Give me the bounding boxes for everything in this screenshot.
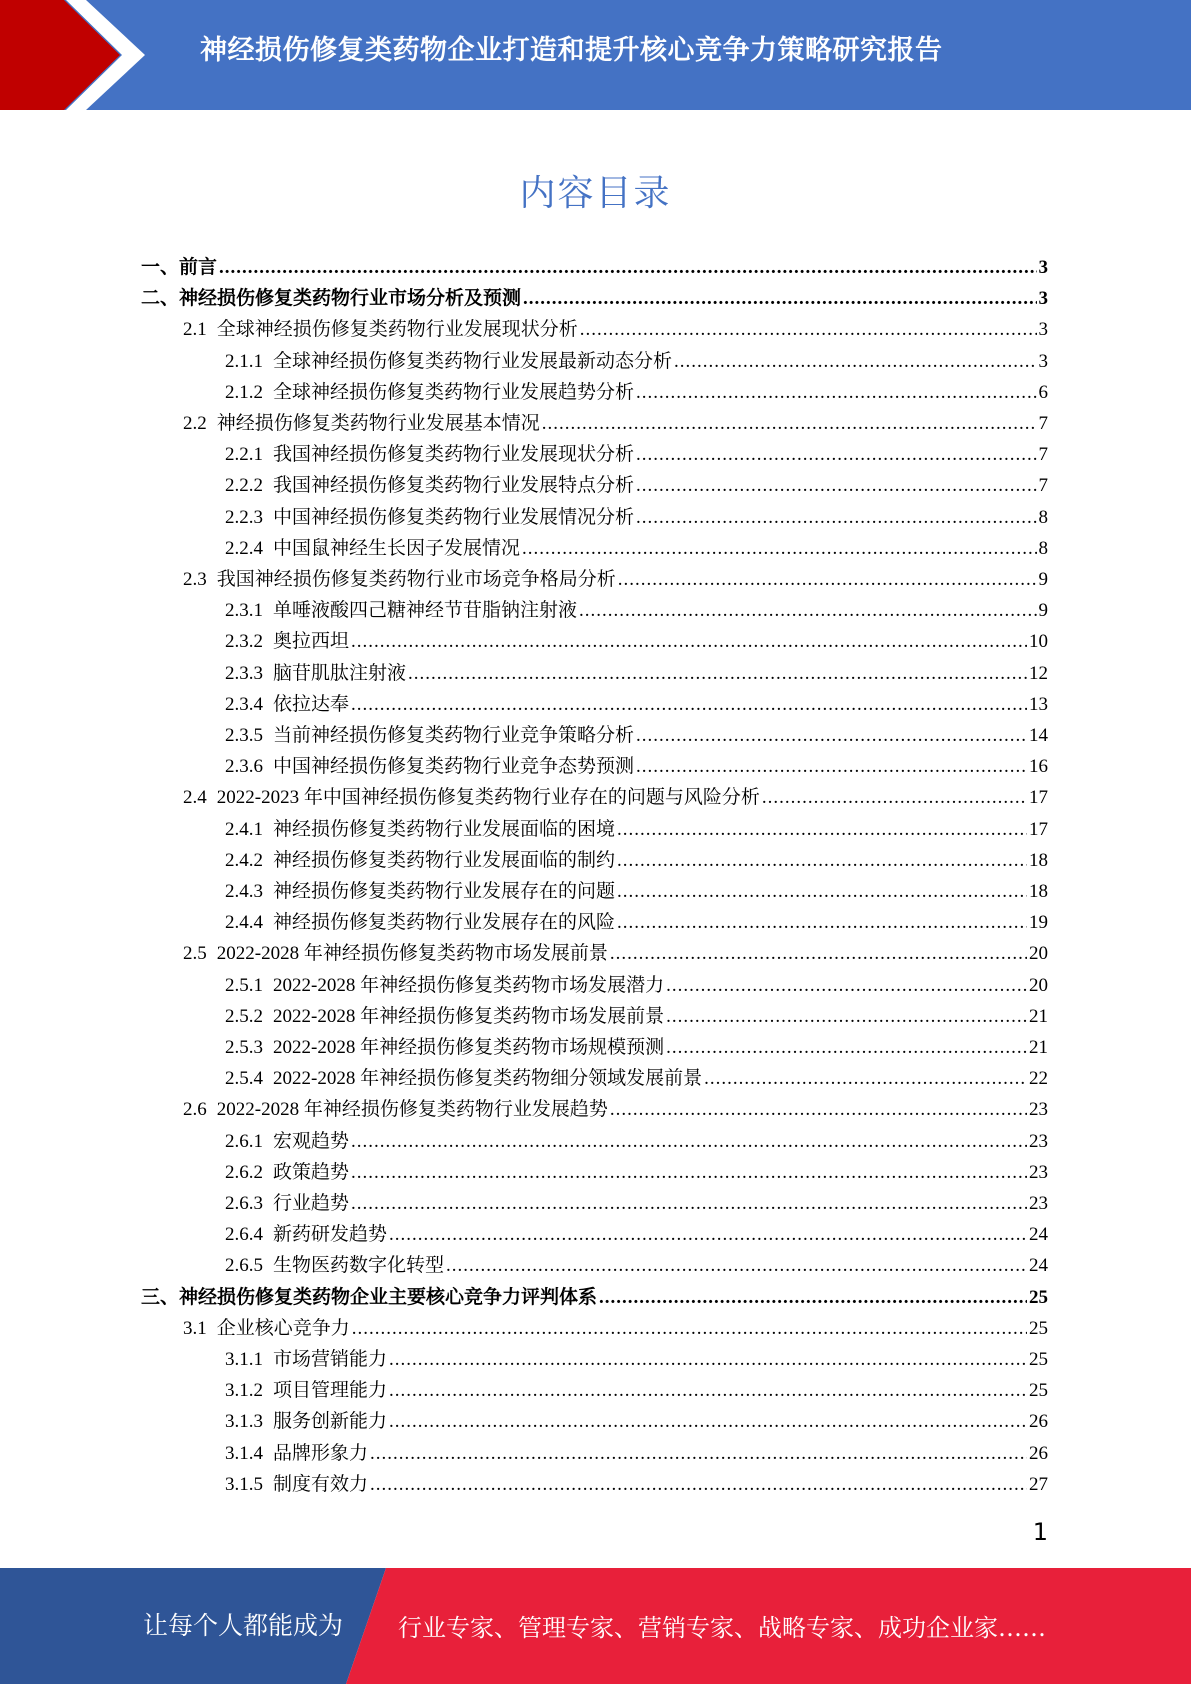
toc-dot-leader	[636, 756, 1027, 778]
toc-entry-title: 神经损伤修复类药物行业发展面临的困境	[273, 818, 616, 840]
toc-entry-page: 13	[1029, 693, 1048, 715]
toc-entry[interactable]	[225, 1032, 1048, 1063]
toc-entry-number: 2.4.2	[225, 849, 263, 871]
toc-dot-leader	[617, 850, 1027, 872]
toc-entry-page: 21	[1029, 1037, 1048, 1058]
arrow-chevron-icon	[0, 0, 160, 110]
toc-entry-page: 10	[1029, 631, 1048, 653]
toc-dot-leader	[389, 1224, 1027, 1246]
toc-entry[interactable]	[183, 1094, 1048, 1125]
toc-entry-number: 2.4.4	[225, 912, 263, 934]
toc-dot-leader	[762, 787, 1027, 809]
toc-entry[interactable]	[225, 1126, 1048, 1157]
toc-dot-leader	[542, 413, 1037, 435]
toc-entry-number: 2.3.5	[225, 725, 263, 746]
toc-entry-page: 25	[1029, 1286, 1048, 1308]
toc-entry-number: 2.4.1	[225, 818, 263, 840]
toc-entry-page: 3	[1038, 288, 1048, 310]
toc-entry-number: 3.1.4	[225, 1442, 263, 1464]
toc-entry-page: 25	[1029, 1317, 1048, 1339]
toc-entry-number: 2.3.4	[225, 693, 263, 715]
toc-entry-number: 2.2.3	[225, 506, 263, 528]
toc-entry-number: 2.6.2	[225, 1161, 263, 1183]
toc-dot-leader	[599, 1287, 1027, 1309]
toc-entry-title: 2022-2023 年中国神经损伤修复类药物行业存在的问题与风险分析	[216, 787, 760, 809]
toc-entry-number: 2.5.1	[225, 974, 263, 996]
toc-entry-page: 23	[1029, 1130, 1048, 1152]
toc-dot-leader	[636, 507, 1036, 529]
toc-entry-number: 2.1.1	[225, 350, 263, 372]
toc-dot-leader	[636, 475, 1036, 497]
toc-dot-leader	[522, 538, 1036, 560]
toc-dot-leader	[617, 881, 1027, 903]
toc-dot-leader	[610, 943, 1027, 965]
toc-entry-page: 26	[1029, 1411, 1048, 1433]
toc-entry[interactable]	[225, 377, 1048, 408]
toc-entry-title: 新药研发趋势	[273, 1224, 388, 1246]
toc-entry[interactable]	[225, 751, 1048, 782]
toc-dot-leader	[351, 694, 1027, 716]
toc-entry[interactable]	[225, 876, 1048, 907]
toc-entry[interactable]	[225, 1438, 1048, 1469]
toc-entry[interactable]	[225, 533, 1048, 564]
toc-entry-title: 脑苷肌肽注射液	[273, 662, 407, 684]
toc-entry-number: 三、	[141, 1286, 180, 1308]
toc-entry[interactable]	[141, 283, 1048, 314]
toc-entry[interactable]	[183, 1313, 1048, 1344]
toc-entry[interactable]	[225, 720, 1048, 751]
toc-dot-leader	[617, 912, 1027, 934]
toc-entry-number: 2.4	[183, 787, 207, 809]
toc-entry-page: 18	[1029, 881, 1048, 902]
toc-entry-title: 依拉达奉	[273, 693, 350, 715]
toc-entry-title: 神经损伤修复类药物企业主要核心竞争力评判体系	[179, 1286, 598, 1308]
toc-entry[interactable]	[225, 1250, 1048, 1281]
toc-entry-page: 24	[1029, 1255, 1048, 1277]
toc-entry-page: 23	[1029, 1193, 1048, 1214]
toc-entry-page: 12	[1029, 662, 1048, 684]
toc-entry[interactable]	[183, 782, 1048, 813]
toc-entry-title: 2022-2028 年神经损伤修复类药物市场规模预测	[273, 1037, 665, 1058]
toc-dot-leader	[636, 444, 1036, 466]
toc-entry-title: 2022-2028 年神经损伤修复类药物行业发展趋势	[216, 1099, 608, 1121]
toc-heading: 内容目录	[519, 173, 672, 214]
toc-entry-page: 26	[1029, 1442, 1048, 1464]
toc-entry-number: 2.4.3	[225, 881, 263, 902]
toc-entry-page: 17	[1029, 787, 1048, 809]
toc-entry-title: 当前神经损伤修复类药物行业竞争策略分析	[273, 725, 635, 746]
toc-entry-title: 企业核心竞争力	[216, 1317, 350, 1339]
toc-entry-page: 8	[1038, 506, 1048, 528]
toc-entry-title: 品牌形象力	[273, 1442, 369, 1464]
toc-dot-leader	[351, 631, 1027, 653]
toc-entry-number: 2.3	[183, 569, 207, 590]
toc-entry[interactable]	[225, 1188, 1048, 1219]
toc-entry-title: 项目管理能力	[273, 1380, 388, 1402]
toc-dot-leader	[666, 1037, 1027, 1059]
toc-dot-leader	[579, 600, 1036, 622]
toc-entry-title: 全球神经损伤修复类药物行业发展现状分析	[216, 319, 578, 341]
toc-entry-number: 2.6.4	[225, 1224, 263, 1246]
toc-entry-title: 中国神经损伤修复类药物行业竞争态势预测	[273, 756, 635, 778]
toc-entry-number: 3.1.5	[225, 1473, 263, 1495]
toc-entry-title: 2022-2028 年神经损伤修复类药物市场发展潜力	[273, 974, 665, 996]
toc-entry[interactable]	[183, 564, 1048, 595]
toc-entry[interactable]	[141, 252, 1048, 283]
toc-entry-page: 21	[1029, 1005, 1048, 1027]
toc-entry-title: 奥拉西坦	[273, 631, 350, 653]
toc-entry[interactable]	[225, 1219, 1048, 1250]
toc-entry-number: 2.6.1	[225, 1130, 263, 1152]
toc-dot-leader	[446, 1255, 1027, 1277]
toc-entry[interactable]	[225, 689, 1048, 720]
toc-entry-title: 神经损伤修复类药物行业发展基本情况	[216, 413, 540, 434]
toc-dot-leader	[523, 288, 1036, 310]
toc-entry-number: 2.1.2	[225, 381, 263, 403]
toc-entry-number: 2.2.2	[225, 475, 263, 497]
toc-entry-page: 24	[1029, 1224, 1048, 1246]
toc-entry-title: 我国神经损伤修复类药物行业发展特点分析	[273, 475, 635, 497]
toc-entry-page: 6	[1038, 381, 1048, 403]
toc-entry[interactable]	[225, 1469, 1048, 1500]
header-banner	[0, 0, 1191, 110]
toc-entry-title: 中国神经损伤修复类药物行业发展情况分析	[273, 506, 635, 528]
toc-entry[interactable]	[183, 314, 1048, 345]
toc-dot-leader	[666, 1006, 1027, 1028]
toc-entry-number: 3.1.2	[225, 1380, 263, 1402]
toc-entry-number: 2.2	[183, 413, 207, 434]
toc-entry-title: 宏观趋势	[273, 1130, 350, 1152]
toc-entry-number: 2.2.4	[225, 537, 263, 559]
toc-entry-number: 2.5.2	[225, 1005, 263, 1027]
toc-dot-leader	[618, 569, 1037, 591]
toc-entry-number: 3.1.3	[225, 1411, 263, 1433]
page-number: 1	[1032, 1518, 1048, 1546]
toc-entry-title: 神经损伤修复类药物行业发展存在的问题	[273, 881, 616, 902]
toc-entry-number: 二、	[141, 288, 180, 310]
toc-entry-page: 23	[1029, 1099, 1048, 1121]
toc-entry[interactable]	[225, 907, 1048, 938]
toc-entry-page: 3	[1038, 257, 1048, 278]
toc-entry-title: 2022-2028 年神经损伤修复类药物市场发展前景	[216, 943, 608, 965]
toc-dot-leader	[389, 1349, 1027, 1371]
toc-entry-number: 2.6.5	[225, 1255, 263, 1277]
toc-dot-leader	[351, 1193, 1027, 1215]
toc-entry-number: 2.3.2	[225, 631, 263, 653]
toc-entry-page: 18	[1029, 849, 1048, 871]
toc-dot-leader	[610, 1099, 1027, 1121]
toc-entry-page: 8	[1038, 537, 1048, 559]
toc-entry-page: 7	[1038, 444, 1048, 466]
toc-entry[interactable]	[225, 1406, 1048, 1437]
toc-entry[interactable]	[225, 658, 1048, 689]
toc-entry-title: 市场营销能力	[273, 1349, 388, 1370]
toc-entry-page: 27	[1029, 1473, 1048, 1495]
toc-entry[interactable]	[225, 1375, 1048, 1406]
toc-entry-page: 16	[1029, 756, 1048, 778]
toc-entry-number: 2.2.1	[225, 444, 263, 466]
toc-dot-leader	[636, 382, 1036, 404]
toc-entry-page: 9	[1038, 600, 1048, 622]
toc-entry[interactable]	[183, 938, 1048, 969]
toc-entry-title: 生物医药数字化转型	[273, 1255, 445, 1277]
toc-dot-leader	[352, 1318, 1027, 1340]
toc-entry[interactable]	[225, 1001, 1048, 1032]
toc-dot-leader	[370, 1443, 1027, 1465]
toc-entry-number: 3.1.1	[225, 1349, 263, 1370]
toc-entry-number: 2.5.3	[225, 1037, 263, 1058]
toc-entry-number: 2.3.6	[225, 756, 263, 778]
toc-dot-leader	[580, 319, 1037, 341]
toc-entry[interactable]	[225, 845, 1048, 876]
toc-entry-title: 中国鼠神经生长因子发展情况	[273, 537, 521, 559]
footer-slogan-right: 行业专家、管理专家、营销专家、战略专家、成功企业家……	[398, 1614, 1046, 1642]
toc-entry-number: 2.6.3	[225, 1193, 263, 1214]
toc-entry[interactable]	[225, 595, 1048, 626]
toc-entry[interactable]	[225, 626, 1048, 657]
toc-entry[interactable]	[225, 502, 1048, 533]
toc-dot-leader	[389, 1411, 1027, 1433]
toc-entry-page: 3	[1038, 319, 1048, 341]
toc-entry-page: 20	[1029, 974, 1048, 996]
toc-entry-number: 2.3.3	[225, 662, 263, 684]
toc-dot-leader	[636, 725, 1027, 747]
toc-entry-page: 3	[1038, 350, 1048, 372]
toc-dot-leader	[351, 1162, 1027, 1184]
toc-entry-title: 神经损伤修复类药物行业市场分析及预测	[179, 288, 522, 310]
toc-entry-title: 我国神经损伤修复类药物行业发展现状分析	[273, 444, 635, 466]
toc-entry[interactable]	[225, 970, 1048, 1001]
toc-dot-leader	[666, 975, 1027, 997]
toc-entry-page: 25	[1029, 1349, 1048, 1370]
toc-entry-page: 22	[1029, 1068, 1048, 1090]
toc-entry[interactable]	[225, 1344, 1048, 1375]
toc-entry-number: 3.1	[183, 1317, 207, 1339]
toc-entry[interactable]	[141, 1282, 1048, 1313]
toc-entry-number: 2.3.1	[225, 600, 263, 622]
toc-entry-page: 17	[1029, 818, 1048, 840]
toc-entry-number: 2.5.4	[225, 1068, 263, 1090]
toc-entry-title: 制度有效力	[273, 1473, 369, 1495]
toc-dot-leader	[219, 257, 1036, 279]
toc-entry-title: 单唾液酸四己糖神经节苷脂钠注射液	[273, 600, 578, 622]
toc-dot-leader	[389, 1380, 1027, 1402]
toc-entry-title: 前言	[179, 257, 218, 278]
toc-entry[interactable]	[183, 408, 1048, 439]
toc-dot-leader	[704, 1068, 1027, 1090]
toc-entry[interactable]	[225, 346, 1048, 377]
toc-dot-leader	[617, 819, 1027, 841]
toc-entry[interactable]	[225, 1157, 1048, 1188]
toc-entry-title: 2022-2028 年神经损伤修复类药物市场发展前景	[273, 1005, 665, 1027]
toc-entry-page: 14	[1029, 725, 1048, 746]
toc-entry-page: 23	[1029, 1161, 1048, 1183]
toc-entry-title: 神经损伤修复类药物行业发展存在的风险	[273, 912, 616, 934]
toc-entry-page: 9	[1038, 569, 1048, 590]
toc-dot-leader	[674, 351, 1036, 373]
toc-entry[interactable]	[225, 814, 1048, 845]
toc-entry-number: 2.6	[183, 1099, 207, 1121]
toc-entry-title: 政策趋势	[273, 1161, 350, 1183]
footer-banner	[0, 1568, 1191, 1684]
toc-entry-number: 一、	[141, 257, 180, 278]
toc-dot-leader	[351, 1131, 1027, 1153]
report-title: 神经损伤修复类药物企业打造和提升核心竞争力策略研究报告	[200, 35, 943, 66]
toc-entry-title: 全球神经损伤修复类药物行业发展趋势分析	[273, 381, 635, 403]
toc-entry-number: 2.1	[183, 319, 207, 341]
toc-entry-page: 20	[1029, 943, 1048, 965]
toc-entry-page: 7	[1038, 475, 1048, 497]
toc-dot-leader	[408, 663, 1027, 685]
toc-entry[interactable]	[225, 1063, 1048, 1094]
toc-entry-title: 行业趋势	[273, 1193, 350, 1214]
toc-entry[interactable]	[225, 470, 1048, 501]
toc-entry-title: 2022-2028 年神经损伤修复类药物细分领域发展前景	[273, 1068, 703, 1090]
toc-entry-page: 7	[1038, 413, 1048, 434]
toc-entry[interactable]	[225, 439, 1048, 470]
toc-entry-title: 神经损伤修复类药物行业发展面临的制约	[273, 849, 616, 871]
toc-entry-page: 25	[1029, 1380, 1048, 1402]
toc-entry-title: 服务创新能力	[273, 1411, 388, 1433]
toc-dot-leader	[370, 1474, 1027, 1496]
footer-slogan-left: 让每个人都能成为	[143, 1611, 344, 1640]
toc-entry-number: 2.5	[183, 943, 207, 965]
toc-entry-page: 19	[1029, 912, 1048, 934]
toc-entry-title: 全球神经损伤修复类药物行业发展最新动态分析	[273, 350, 673, 372]
toc-entry-title: 我国神经损伤修复类药物行业市场竞争格局分析	[216, 569, 616, 590]
